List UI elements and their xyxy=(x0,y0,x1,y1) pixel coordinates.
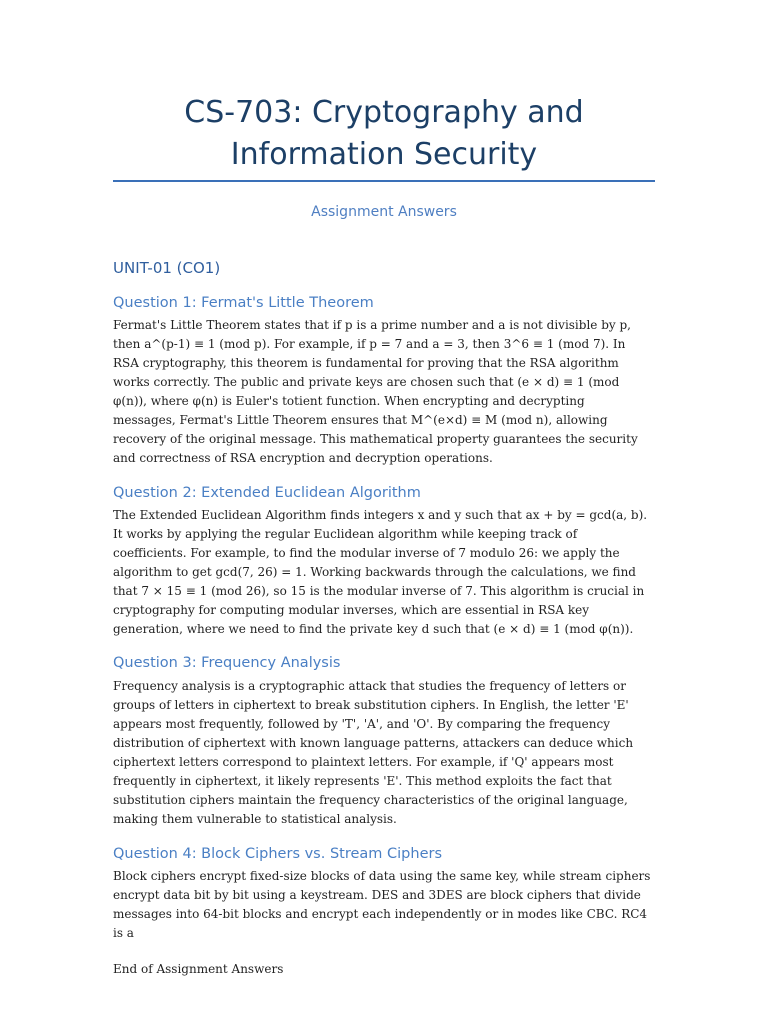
question-1-body: Fermat's Little Theorem states that if p is a prime number and a is not divisible by p, then a^(p-1) ≡ 1 (mod p). For example, if p = 7 and a = 3, then 3^6 ≡ 1 (mod 7). In RSA cryptography, this theorem is fundamental for proving that the RSA algorithm works correctly. The public and private keys are chosen such that (e × d) ≡ 1 (mod φ(n)), where φ(n) is Euler's totient function. When encrypting and decrypting messages, Fermat's Little Theorem ensures that M^(e×d) ≡ M (mod n), allowing recovery of the original message. This mathematical property guarantees the security and correctness of RSA encryption and decryption operations. xyxy=(113,318,638,465)
question-2-body: The Extended Euclidean Algorithm finds integers x and y such that ax + by = gcd(a, b). It works by applying the regular Euclidean algorithm while keeping track of coefficients. For example, to find the modular inverse of 7 modulo 26: we apply the algorithm to get gcd(7, 26) = 1. Working backwards through the calculations, we find that 7 × 15 ≡ 1 (mod 26), so 15 is the modular inverse of 7. This algorithm is crucial in cryptography for computing modular inverses, which are essential in RSA key generation, where we need to find the private key d such that (e × d) ≡ 1 (mod φ(n)). xyxy=(113,508,648,636)
question-1-heading: Question 1: Fermat's Little Theorem xyxy=(113,295,374,311)
question-2-heading: Question 2: Extended Euclidean Algorithm xyxy=(113,485,421,501)
question-4-heading: Question 4: Block Ciphers vs. Stream Ciphers xyxy=(113,846,443,862)
document-footer: End of Assignment Answers xyxy=(113,962,284,976)
question-3-body: Frequency analysis is a cryptographic attack that studies the frequency of letters or groups of letters in ciphertext to break substitution ciphers. In English, the letter 'E' appears most frequently, followed by 'T', 'A', and 'O'. By comparing the frequency distribution of ciphertext with known language patterns, attackers can deduce which ciphertext letters correspond to plaintext letters. For example, if 'Q' appears most frequently in ciphertext, it likely represents 'E'. This method exploits the fact that substitution ciphers maintain the frequency characteristics of the original language, making them vulnerable to statistical analysis. xyxy=(113,679,634,826)
question-4-body: Block ciphers encrypt fixed-size blocks of data using the same key, while stream ciphers encrypt data bit by bit using a keystream. DES and 3DES are block ciphers that divide messages into 64-bit blocks and encrypt each independently or in modes like CBC. RC4 is a xyxy=(113,869,651,940)
document-title: CS-703: Cryptography and Information Security xyxy=(184,95,584,172)
document-subtitle: Assignment Answers xyxy=(311,204,457,220)
question-3-heading: Question 3: Frequency Analysis xyxy=(113,655,341,671)
title-divider xyxy=(113,180,655,182)
unit-heading: UNIT-01 (CO1) xyxy=(113,259,221,277)
